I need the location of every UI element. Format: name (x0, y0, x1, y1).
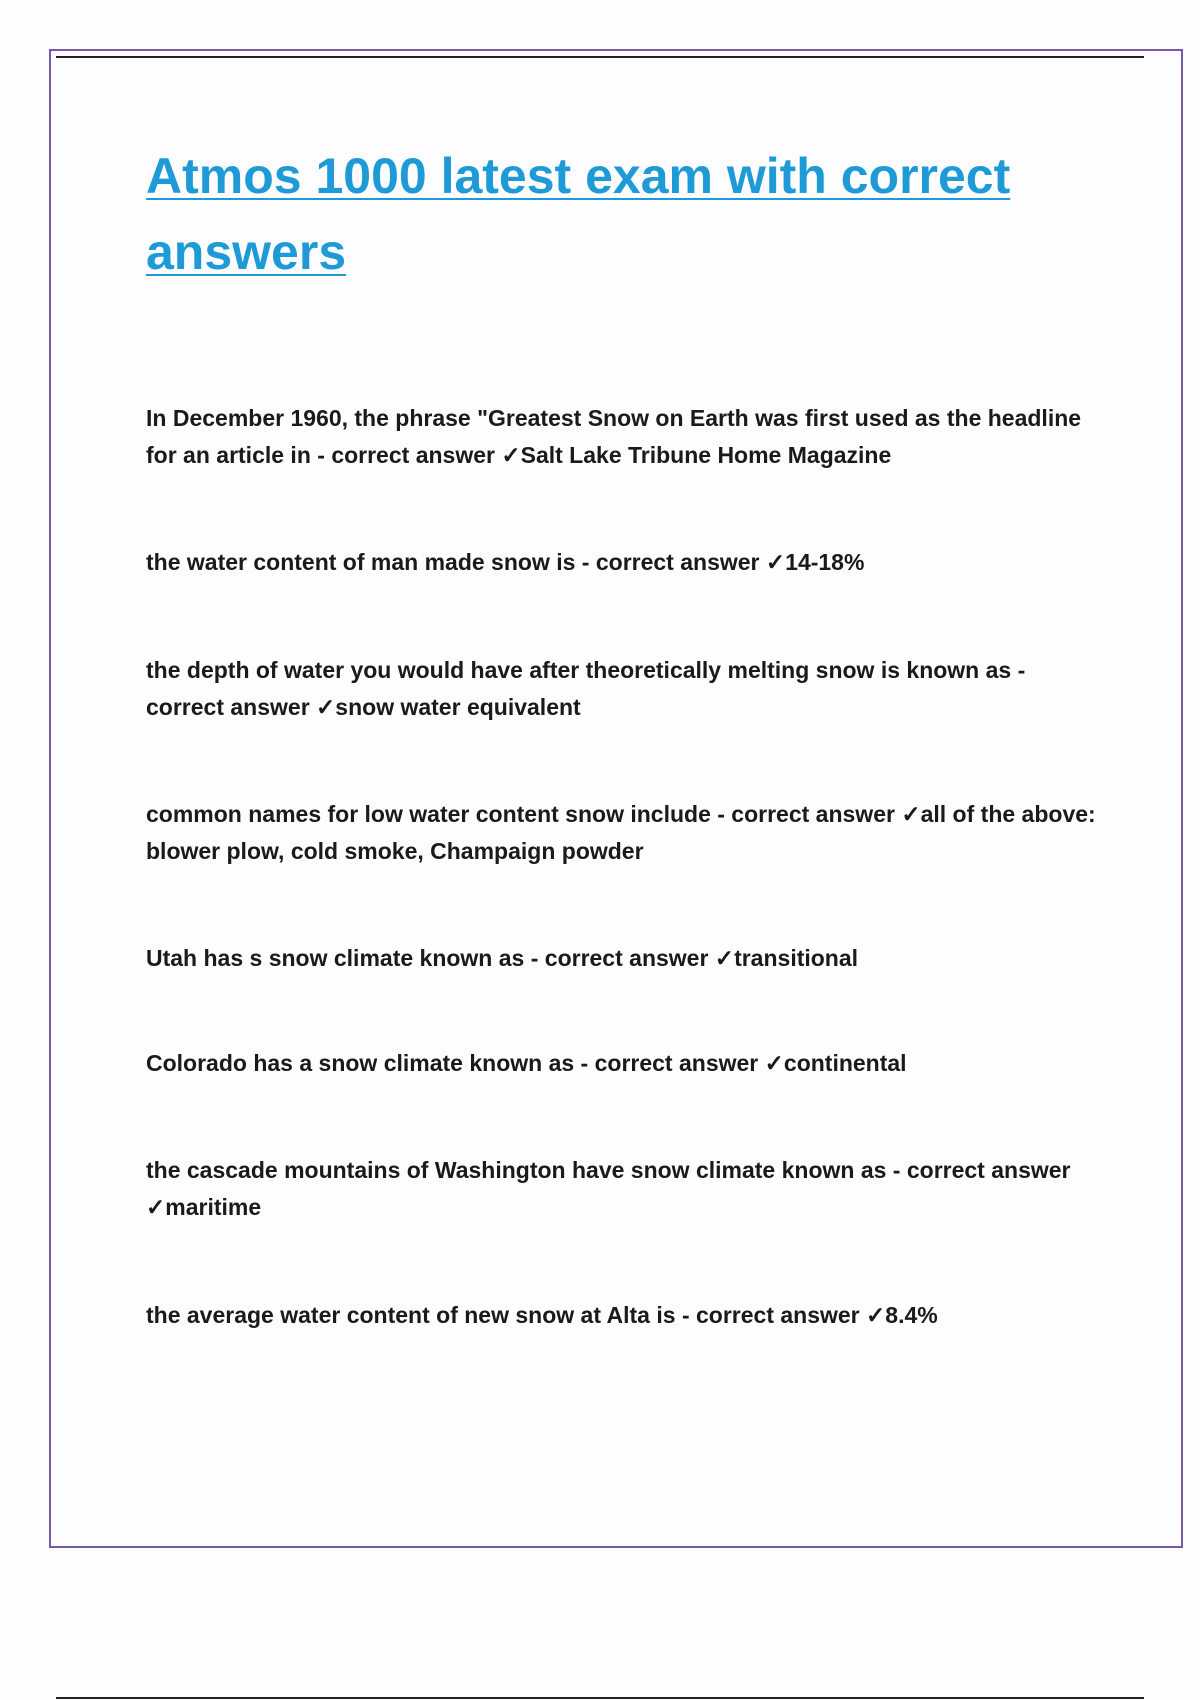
qa-item: Utah has s snow climate known as - correct answer ✓transitional (146, 945, 859, 971)
header-rule (56, 56, 1144, 58)
qa-item: the depth of water you would have after theoretically melting snow is known as - correct answer ✓snow water equivalent (146, 657, 1026, 720)
qa-item: In December 1960, the phrase "Greatest Snow on Earth was first used as the headline for an article in - correct answer ✓Salt Lake Tribune Home Magazine (146, 405, 1082, 468)
document-body (146, 138, 1096, 290)
qa-item: common names for low water content snow include - correct answer ✓all of the above: blower plow, cold smoke, Champaign powder (146, 801, 1096, 864)
document-title: Atmos 1000 latest exam with correct answers (146, 148, 1011, 280)
qa-item: the water content of man made snow is - correct answer ✓14-18% (146, 549, 865, 575)
qa-item: the average water content of new snow at Alta is - correct answer ✓8.4% (146, 1302, 938, 1328)
footer-rule (56, 1697, 1144, 1699)
qa-item: the cascade mountains of Washington have snow climate known as - correct answer ✓maritime (146, 1157, 1071, 1220)
qa-item: Colorado has a snow climate known as - correct answer ✓continental (146, 1050, 907, 1076)
